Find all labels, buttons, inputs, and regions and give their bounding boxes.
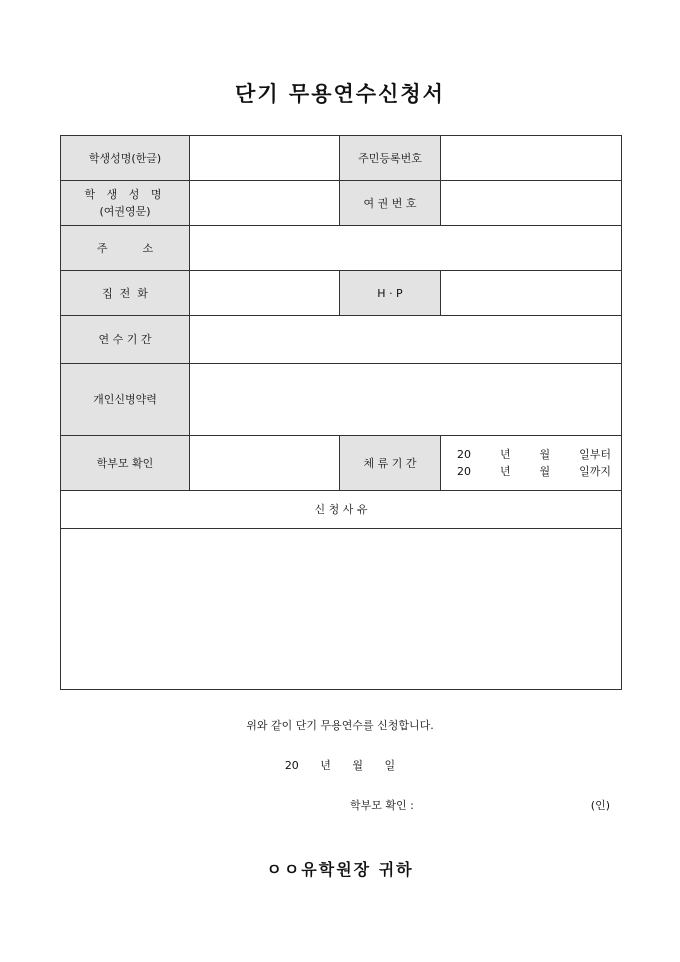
stay-from-day-unit: 일부터 — [579, 448, 611, 461]
medical-history-field[interactable] — [190, 364, 622, 436]
student-name-english-field[interactable] — [190, 181, 340, 226]
address-field[interactable] — [190, 226, 622, 271]
reason-header: 신 청 사 유 — [61, 491, 622, 529]
label-address: 주 소 — [61, 226, 190, 271]
label-student-name-english-line2: (여권영문) — [99, 205, 151, 218]
stay-period-to — [441, 463, 621, 480]
parent-confirm-field[interactable] — [190, 436, 340, 491]
label-home-phone: 집 전 화 — [61, 271, 190, 316]
seal-mark: (인) — [590, 799, 610, 812]
stay-from-year: 20 — [457, 448, 471, 461]
label-student-name-english — [61, 181, 190, 226]
label-hp: H · P — [340, 271, 441, 316]
recipient: ㅇㅇ유학원장 귀하 — [266, 860, 414, 879]
resident-number-field[interactable] — [441, 136, 622, 181]
label-medical-history: 개인신병약력 — [61, 364, 190, 436]
stay-period-field[interactable] — [441, 436, 622, 491]
home-phone-field[interactable] — [190, 271, 340, 316]
label-passport-number: 여 권 번 호 — [340, 181, 441, 226]
training-period-field[interactable] — [190, 316, 622, 364]
reason-field[interactable] — [61, 529, 622, 690]
stay-to-year-unit: 년 — [499, 465, 511, 478]
stay-to-month-unit: 월 — [539, 465, 551, 478]
hp-field[interactable] — [441, 271, 622, 316]
label-parent-confirm: 학부모 확인 — [61, 436, 190, 491]
label-student-name-korean: 학생성명(한글) — [61, 136, 190, 181]
application-form-table — [60, 135, 622, 690]
label-resident-number: 주민등록번호 — [340, 136, 441, 181]
label-training-period: 연 수 기 간 — [61, 316, 190, 364]
stay-period-from — [441, 446, 621, 463]
student-name-korean-field[interactable] — [190, 136, 340, 181]
parent-signature-label: 학부모 확인 : — [350, 799, 414, 812]
application-date: 20 년 월 일 — [284, 759, 396, 772]
parent-signature-line — [350, 797, 610, 813]
form-title: 단기 무용연수신청서 — [235, 81, 445, 106]
passport-number-field[interactable] — [441, 181, 622, 226]
stay-from-month-unit: 월 — [539, 448, 551, 461]
stay-to-year: 20 — [457, 465, 471, 478]
label-stay-period: 체 류 기 간 — [340, 436, 441, 491]
label-student-name-english-line1: 학 생 성 명 — [84, 188, 166, 201]
stay-from-year-unit: 년 — [499, 448, 511, 461]
stay-to-day-unit: 일까지 — [579, 465, 611, 478]
application-statement: 위와 같이 단기 무용연수를 신청합니다. — [246, 719, 434, 732]
